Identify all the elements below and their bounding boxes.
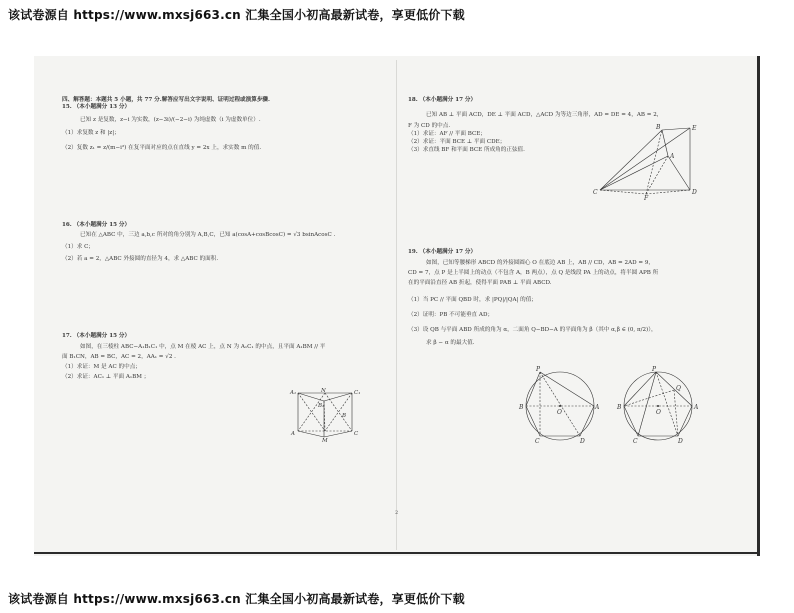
q18-part1: （1）求证：AF // 平面 BCE； xyxy=(408,131,486,137)
solid-label-f: F xyxy=(644,195,649,200)
q19-part3-cont: 求 β − α 的最大值. xyxy=(426,340,475,346)
source-banner-top: 该试卷源自 https://www.mxsj663.cn 汇集全国小初高最新试卷，享更低价下载 xyxy=(8,8,465,22)
q19-stem: 如图，已知等腰梯形 ABCD 的外接圆圆心 O 在底边 AB 上，AB // CD，AB = 2AD = 9， xyxy=(426,260,655,266)
left-column xyxy=(62,97,335,381)
circle1-label-d: D xyxy=(580,438,585,445)
prism-label-c1: C₁ xyxy=(354,390,361,396)
q15-part1: （1）求复数 z 和 |z|； xyxy=(62,130,120,136)
circle1-label-c: C xyxy=(535,438,540,445)
q19-part3: （3）设 QB 与平面 ABD 所成的角为 α，二面角 Q−BD−A 的平面角为 β（其中 α,β ∈ (0, π/2)）， xyxy=(408,327,657,333)
q16-part1: （1）求 C； xyxy=(62,244,94,250)
prism-label-a: A xyxy=(291,431,295,437)
prism-label-b: B xyxy=(342,413,347,419)
q15-stem: 已知 z 是复数，z−i 为实数，(z−3i)/(−2−i) 为纯虚数（i 为虚数单位）. xyxy=(80,117,261,123)
q19-part1: （1）当 PC // 平面 QBD 时，求 |PQ|/|QA| 的值； xyxy=(408,297,537,303)
prism-figure xyxy=(288,385,368,443)
q17-part2: （2）求证：AC₁ ⊥ 平面 A₁BM ； xyxy=(62,374,150,380)
q18-part3: （3）求直线 BF 和平面 BCE 所成角的正弦值. xyxy=(408,147,525,153)
q16-stem: 已知在 △ABC 中，三边 a,b,c 所对的角分别为 A,B,C，已知 a(cosA+cosBcosC) = √3 bsinAcosC . xyxy=(80,232,336,238)
q17-title: 17. （本小题满分 15 分） xyxy=(62,333,131,339)
sheet-edge-right xyxy=(757,56,760,556)
sheet-edge-bottom xyxy=(34,552,760,554)
solid-figure xyxy=(592,120,704,200)
circle1-label-p: P xyxy=(536,366,541,373)
circle2-label-b: B xyxy=(617,404,622,411)
prism-label-a1: A₁ xyxy=(290,390,297,396)
q17-stem-cont: 面 B₁CN，AB = BC，AC = 2，AA₁ = √2 . xyxy=(62,354,176,360)
prism-label-c: C xyxy=(354,431,359,437)
source-banner-bottom: 该试卷源自 https://www.mxsj663.cn 汇集全国小初高最新试卷，享更低价下载 xyxy=(8,592,465,606)
page-number: 2 xyxy=(395,510,399,516)
circle1-label-a: A xyxy=(595,404,600,411)
solid-label-c: C xyxy=(593,189,598,196)
circle1-label-b: B xyxy=(519,404,524,411)
q17-part1: （1）求证：M 是 AC 的中点； xyxy=(62,364,141,370)
circle2-label-p: P xyxy=(652,366,657,373)
solid-label-e: E xyxy=(692,125,697,132)
q18-stem: 已知 AB ⊥ 平面 ACD，DE ⊥ 平面 ACD，△ACD 为等边三角形，AD = DE = 4，AB = 2， xyxy=(426,112,663,118)
circle2-label-d: D xyxy=(678,438,683,445)
q16-part2: （2）若 a = 2，△ABC 外接圆的直径为 4，求 △ABC 的面积. xyxy=(62,256,219,262)
page-fold xyxy=(396,60,397,550)
q15-title: 15. （本小题满分 13 分） xyxy=(62,104,131,110)
solid-label-b: B xyxy=(656,124,661,131)
circle2-label-a: A xyxy=(694,404,699,411)
circle2-label-q: Q xyxy=(676,385,681,392)
q19-stem-cont: CD = 7，点 P 是上半圆上的动点（不包含 A，B 两点），点 Q 是线段 PA 上的动点，将半圆 APB 所 xyxy=(408,270,659,276)
q18-part2: （2）求证：平面 BCE ⊥ 平面 CDE； xyxy=(408,139,506,145)
circle2-label-c: C xyxy=(633,438,638,445)
q18-title: 18. （本小题满分 17 分） xyxy=(408,97,477,103)
q18-stem-cont: F 为 CD 的中点. xyxy=(408,123,451,129)
q19-stem-cont2: 在的平面沿直径 AB 折起，使得平面 PAB ⊥ 平面 ABCD. xyxy=(408,280,552,286)
solid-label-a: A xyxy=(670,153,675,160)
q19-title: 19. （本小题满分 17 分） xyxy=(408,249,477,255)
prism-label-n: N xyxy=(321,388,326,394)
circle1-label-o: O xyxy=(557,409,562,416)
q17-stem: 如图，在三棱柱 ABC−A₁B₁C₁ 中，点 M 在棱 AC 上，点 N 为 A₁C₁ 的中点，且平面 A₁BM // 平 xyxy=(80,344,326,350)
section-heading: 四、解答题：本题共 5 小题，共 77 分.解答应写出文字说明、证明过程或演算步骤. xyxy=(62,97,270,103)
solid-label-d: D xyxy=(692,189,697,196)
circle-figure-1 xyxy=(518,366,602,446)
circle-figure-2 xyxy=(616,366,708,446)
circle2-label-o: O xyxy=(656,409,661,416)
prism-label-m: M xyxy=(322,438,328,443)
q16-title: 16. （本小题满分 15 分） xyxy=(62,222,131,228)
q19-part2: （2）证明：PB 不可能垂直 AD； xyxy=(408,312,494,318)
prism-label-b1: B₁ xyxy=(318,403,325,409)
q15-part2: （2）复数 z₁ = z/(m−i²) 在复平面对应的点在直线 y = 2x 上，求实数 m 的值. xyxy=(62,145,262,151)
